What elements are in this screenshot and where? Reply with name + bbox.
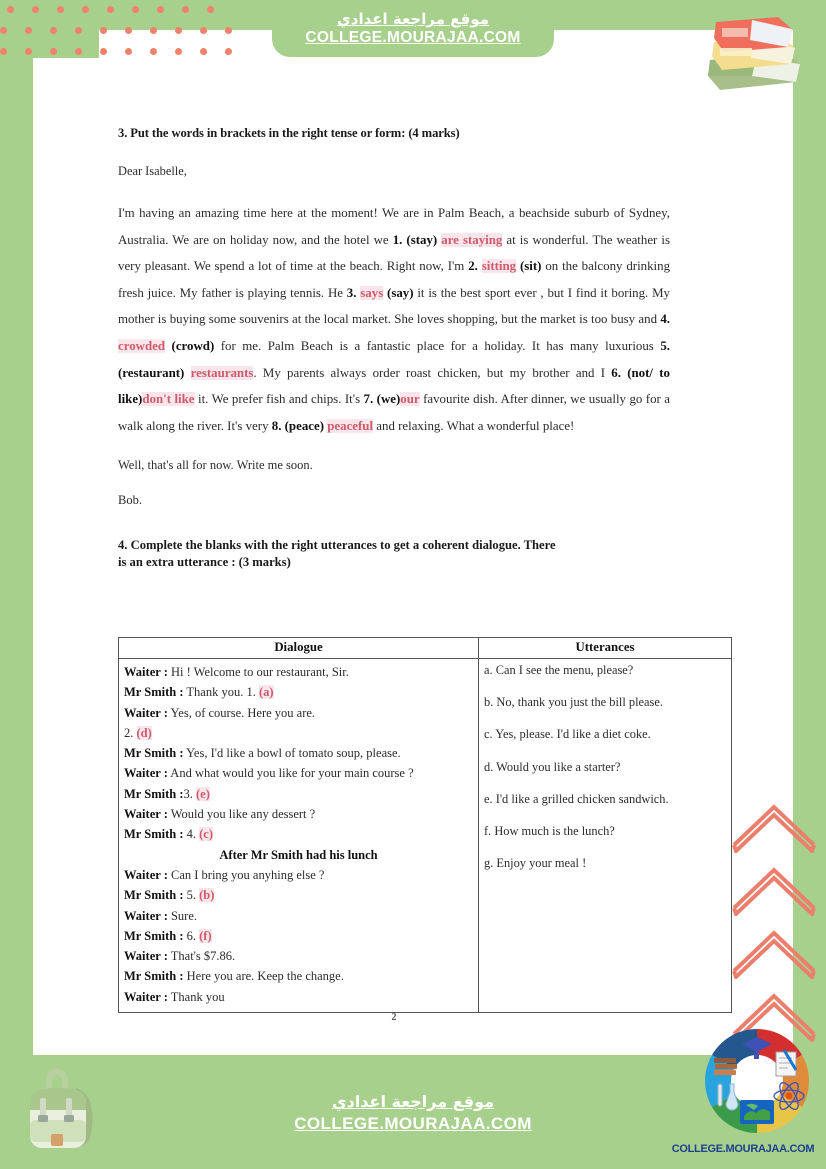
dialogue-text: Would you like any dessert ? xyxy=(167,807,316,822)
footer-site-url: COLLEGE.MOURAJAA.COM xyxy=(294,1114,532,1133)
exercise3-title: 3. Put the words in brackets in the right tense or form: (4 marks) xyxy=(118,126,460,140)
answer-word: are staying xyxy=(441,232,503,247)
dot xyxy=(82,6,89,13)
dialogue-speaker: Waiter : xyxy=(124,949,168,964)
decorative-dots-row-2 xyxy=(0,27,250,34)
dot xyxy=(25,48,32,55)
dialogue-text: Can I bring you anyhing else ? xyxy=(167,867,325,882)
answer-word: says xyxy=(360,285,384,300)
chevron-up-icon xyxy=(728,795,820,853)
exercise4-title xyxy=(118,537,670,571)
dot xyxy=(125,48,132,55)
footer-banner xyxy=(272,1078,554,1148)
prompt-word: 1. (stay) xyxy=(392,232,442,247)
dialogue-speaker: Waiter : xyxy=(124,807,168,822)
dialogue-speaker: Mr Smith : xyxy=(124,969,184,984)
table-body-row xyxy=(119,659,732,1013)
dialogue-answer: (d) xyxy=(136,725,152,740)
dialogue-line xyxy=(124,763,473,783)
dot xyxy=(7,6,14,13)
dot xyxy=(75,27,82,34)
dialogue-cell xyxy=(119,659,479,1013)
dialogue-line xyxy=(124,865,473,885)
dialogue-answer: (a) xyxy=(258,685,274,700)
utterances-list-container xyxy=(479,659,731,892)
utterance-item: d. Would you like a starter? xyxy=(484,759,621,774)
utterances-cell xyxy=(479,659,732,1013)
utterance-item: g. Enjoy your meal ! xyxy=(484,856,587,871)
dot xyxy=(200,27,207,34)
dialogue-text: Thank you xyxy=(167,989,225,1004)
answer-word: restaurants xyxy=(190,365,254,380)
exercise4-title-line2: is an extra utterance : (3 marks) xyxy=(118,555,291,570)
letter-body xyxy=(118,200,670,439)
dot xyxy=(0,48,7,55)
books-stack-icon xyxy=(696,12,806,97)
dialogue-table xyxy=(118,637,732,1013)
letter-closing: Well, that's all for now. Write me soon. xyxy=(118,458,313,473)
letter-text: it. We prefer fish and chips. It's xyxy=(194,392,364,407)
dialogue-speaker: Mr Smith : xyxy=(124,928,184,943)
dialogue-speaker: Mr Smith : xyxy=(124,685,184,700)
dialogue-line xyxy=(124,926,473,946)
header-arabic-title: موقع مراجعة اعدادي xyxy=(337,10,489,29)
dialogue-speaker: Mr Smith : xyxy=(124,888,184,903)
dialogue-line xyxy=(124,784,473,804)
letter-text: it is the best sport ever , but I find it boring. My mother is buying some souvenirs at the local market. She loves shopping, but the market is too busy and xyxy=(118,285,670,327)
dot xyxy=(32,6,39,13)
dialogue-line xyxy=(124,946,473,966)
dialogue-speaker: Waiter : xyxy=(124,705,168,720)
dialogue-text: Here you are. Keep the change. xyxy=(183,969,344,984)
prompt-word: (sit) xyxy=(516,259,542,274)
prompt-word: (crowd) xyxy=(165,338,215,353)
dialogue-speaker: Waiter : xyxy=(124,908,168,923)
dialogue-answer: (b) xyxy=(199,888,215,903)
column-header-utterances: Utterances xyxy=(479,638,732,659)
prompt-word: (say) xyxy=(383,285,414,300)
dot xyxy=(225,48,232,55)
dialogue-text: Yes, of course. Here you are. xyxy=(167,705,316,720)
chevron-up-icon xyxy=(728,858,820,916)
dot xyxy=(225,27,232,34)
dialogue-line xyxy=(124,885,473,905)
dialogue-text: 3. xyxy=(183,786,196,801)
footer-arabic-title: موقع مراجعة اعدادي xyxy=(331,1092,495,1111)
answer-word: crowded xyxy=(118,338,166,353)
prompt-word: 5. (restaurant) xyxy=(118,338,670,380)
answer-word: peaceful xyxy=(327,418,374,433)
dialogue-text: Hi ! Welcome to our restaurant, Sir. xyxy=(167,665,349,679)
decorative-dots-row-3 xyxy=(0,48,250,55)
dialogue-line xyxy=(124,906,473,926)
letter-text: and relaxing. What a wonderful place! xyxy=(373,418,575,433)
dot xyxy=(132,6,139,13)
dialogue-text: 5. xyxy=(183,888,200,903)
dot xyxy=(50,27,57,34)
prompt-word: 4. xyxy=(660,312,670,327)
decorative-dots-row-1 xyxy=(7,6,232,13)
answer-word: sitting xyxy=(481,259,517,274)
dialogue-answer: (f) xyxy=(199,928,212,943)
dot xyxy=(200,48,207,55)
utterance-item: f. How much is the lunch? xyxy=(484,823,615,838)
dot xyxy=(182,6,189,13)
header-site-url: COLLEGE.MOURAJAA.COM xyxy=(305,28,521,46)
dialogue-speaker: Waiter : xyxy=(124,867,168,882)
dialogue-line xyxy=(124,804,473,824)
dialogue-speaker: Waiter : xyxy=(124,665,168,679)
dialogue-lines-container xyxy=(119,659,478,1012)
dialogue-speaker: Mr Smith : xyxy=(124,786,184,801)
answer-word: don't like xyxy=(142,392,195,407)
table-header-row xyxy=(119,638,732,659)
page-number: 2 xyxy=(391,1012,397,1023)
education-wheel-logo xyxy=(698,1022,816,1140)
dot xyxy=(57,6,64,13)
dot xyxy=(125,27,132,34)
exercise4-title-line1: 4. Complete the blanks with the right utterances to get a coherent dialogue. There xyxy=(118,538,556,553)
dot xyxy=(150,48,157,55)
letter-text: I'm having an amazing time here at the moment! We are in Palm Beach, a beachside suburb of Sydney, Australia. We are on holiday now, and the hotel we xyxy=(118,206,670,247)
dialogue-text: Thank you. 1. xyxy=(183,685,259,700)
dot xyxy=(0,27,7,34)
dialogue-answer: (c) xyxy=(199,827,213,842)
dialogue-line xyxy=(124,682,473,702)
dialogue-speaker: Mr Smith : xyxy=(124,746,184,761)
dialogue-line xyxy=(124,703,473,723)
chevron-up-icon xyxy=(728,921,820,979)
letter-text: at is wonderful. The weather is very pleasant. We spend a lot of time at the beach. Right now, I'm xyxy=(118,232,670,274)
utterance-item: a. Can I see the menu, please? xyxy=(484,663,634,677)
dialogue-text: That's $7.86. xyxy=(167,949,236,964)
letter-text: for me. Palm Beach is a fantastic place for a holiday. It has many luxurious xyxy=(214,338,661,353)
utterance-item: e. I'd like a grilled chicken sandwich. xyxy=(484,791,669,806)
dot xyxy=(100,48,107,55)
backpack-icon xyxy=(20,1058,110,1158)
letter-salutation: Dear Isabelle, xyxy=(118,164,187,178)
dialogue-line xyxy=(124,845,473,865)
utterance-item: b. No, thank you just the bill please. xyxy=(484,695,663,710)
letter-text: on the balcony drinking fresh juice. My father is playing tennis. He xyxy=(118,259,671,300)
dialogue-line xyxy=(124,824,473,844)
logo-caption: COLLEGE.MOURAJAA.COM xyxy=(671,1143,815,1155)
dot xyxy=(207,6,214,13)
dialogue-text: 6. xyxy=(183,928,200,943)
dialogue-line xyxy=(124,723,473,743)
letter-text: . My parents always order roast chicken, but my brother and I xyxy=(253,365,612,380)
dialogue-line xyxy=(124,987,473,1007)
dialogue-speaker: Waiter : xyxy=(124,766,168,781)
dialogue-text: Yes, I'd like a bowl of tomato soup, please. xyxy=(183,746,401,761)
letter-text: favourite dish. After dinner, we usually go for a walk along the river. It's very xyxy=(118,392,671,433)
dialogue-text: 2. xyxy=(124,725,137,740)
dot xyxy=(107,6,114,13)
letter-signoff: Bob. xyxy=(118,493,142,508)
utterance-item: c. Yes, please. I'd like a diet coke. xyxy=(484,727,651,742)
prompt-word: 8. (peace) xyxy=(271,418,328,433)
dialogue-text: Sure. xyxy=(167,908,198,923)
answer-word: our xyxy=(400,392,420,407)
prompt-word: 6. (not/ to like) xyxy=(118,365,670,407)
dot xyxy=(157,6,164,13)
dialogue-answer: (e) xyxy=(196,786,210,801)
prompt-word: 3. xyxy=(346,285,361,300)
dialogue-speaker: Mr Smith : xyxy=(124,827,184,842)
prompt-word: 2. xyxy=(468,259,482,274)
dialogue-speaker: Waiter : xyxy=(124,989,168,1004)
column-header-dialogue: Dialogue xyxy=(119,638,479,659)
dot xyxy=(50,48,57,55)
dialogue-line xyxy=(124,743,473,763)
dot xyxy=(100,27,107,34)
dialogue-text: And what would you like for your main course ? xyxy=(167,766,414,781)
document-content xyxy=(118,126,670,587)
dot xyxy=(25,27,32,34)
dialogue-text: After Mr Smith had his lunch xyxy=(219,847,378,862)
dot xyxy=(150,27,157,34)
header-banner xyxy=(272,0,554,57)
dot xyxy=(75,48,82,55)
dialogue-text: 4. xyxy=(183,827,200,842)
dialogue-line xyxy=(124,966,473,986)
prompt-word: 7. (we) xyxy=(363,392,401,407)
dot xyxy=(175,27,182,34)
dot xyxy=(175,48,182,55)
dialogue-line xyxy=(124,662,473,682)
